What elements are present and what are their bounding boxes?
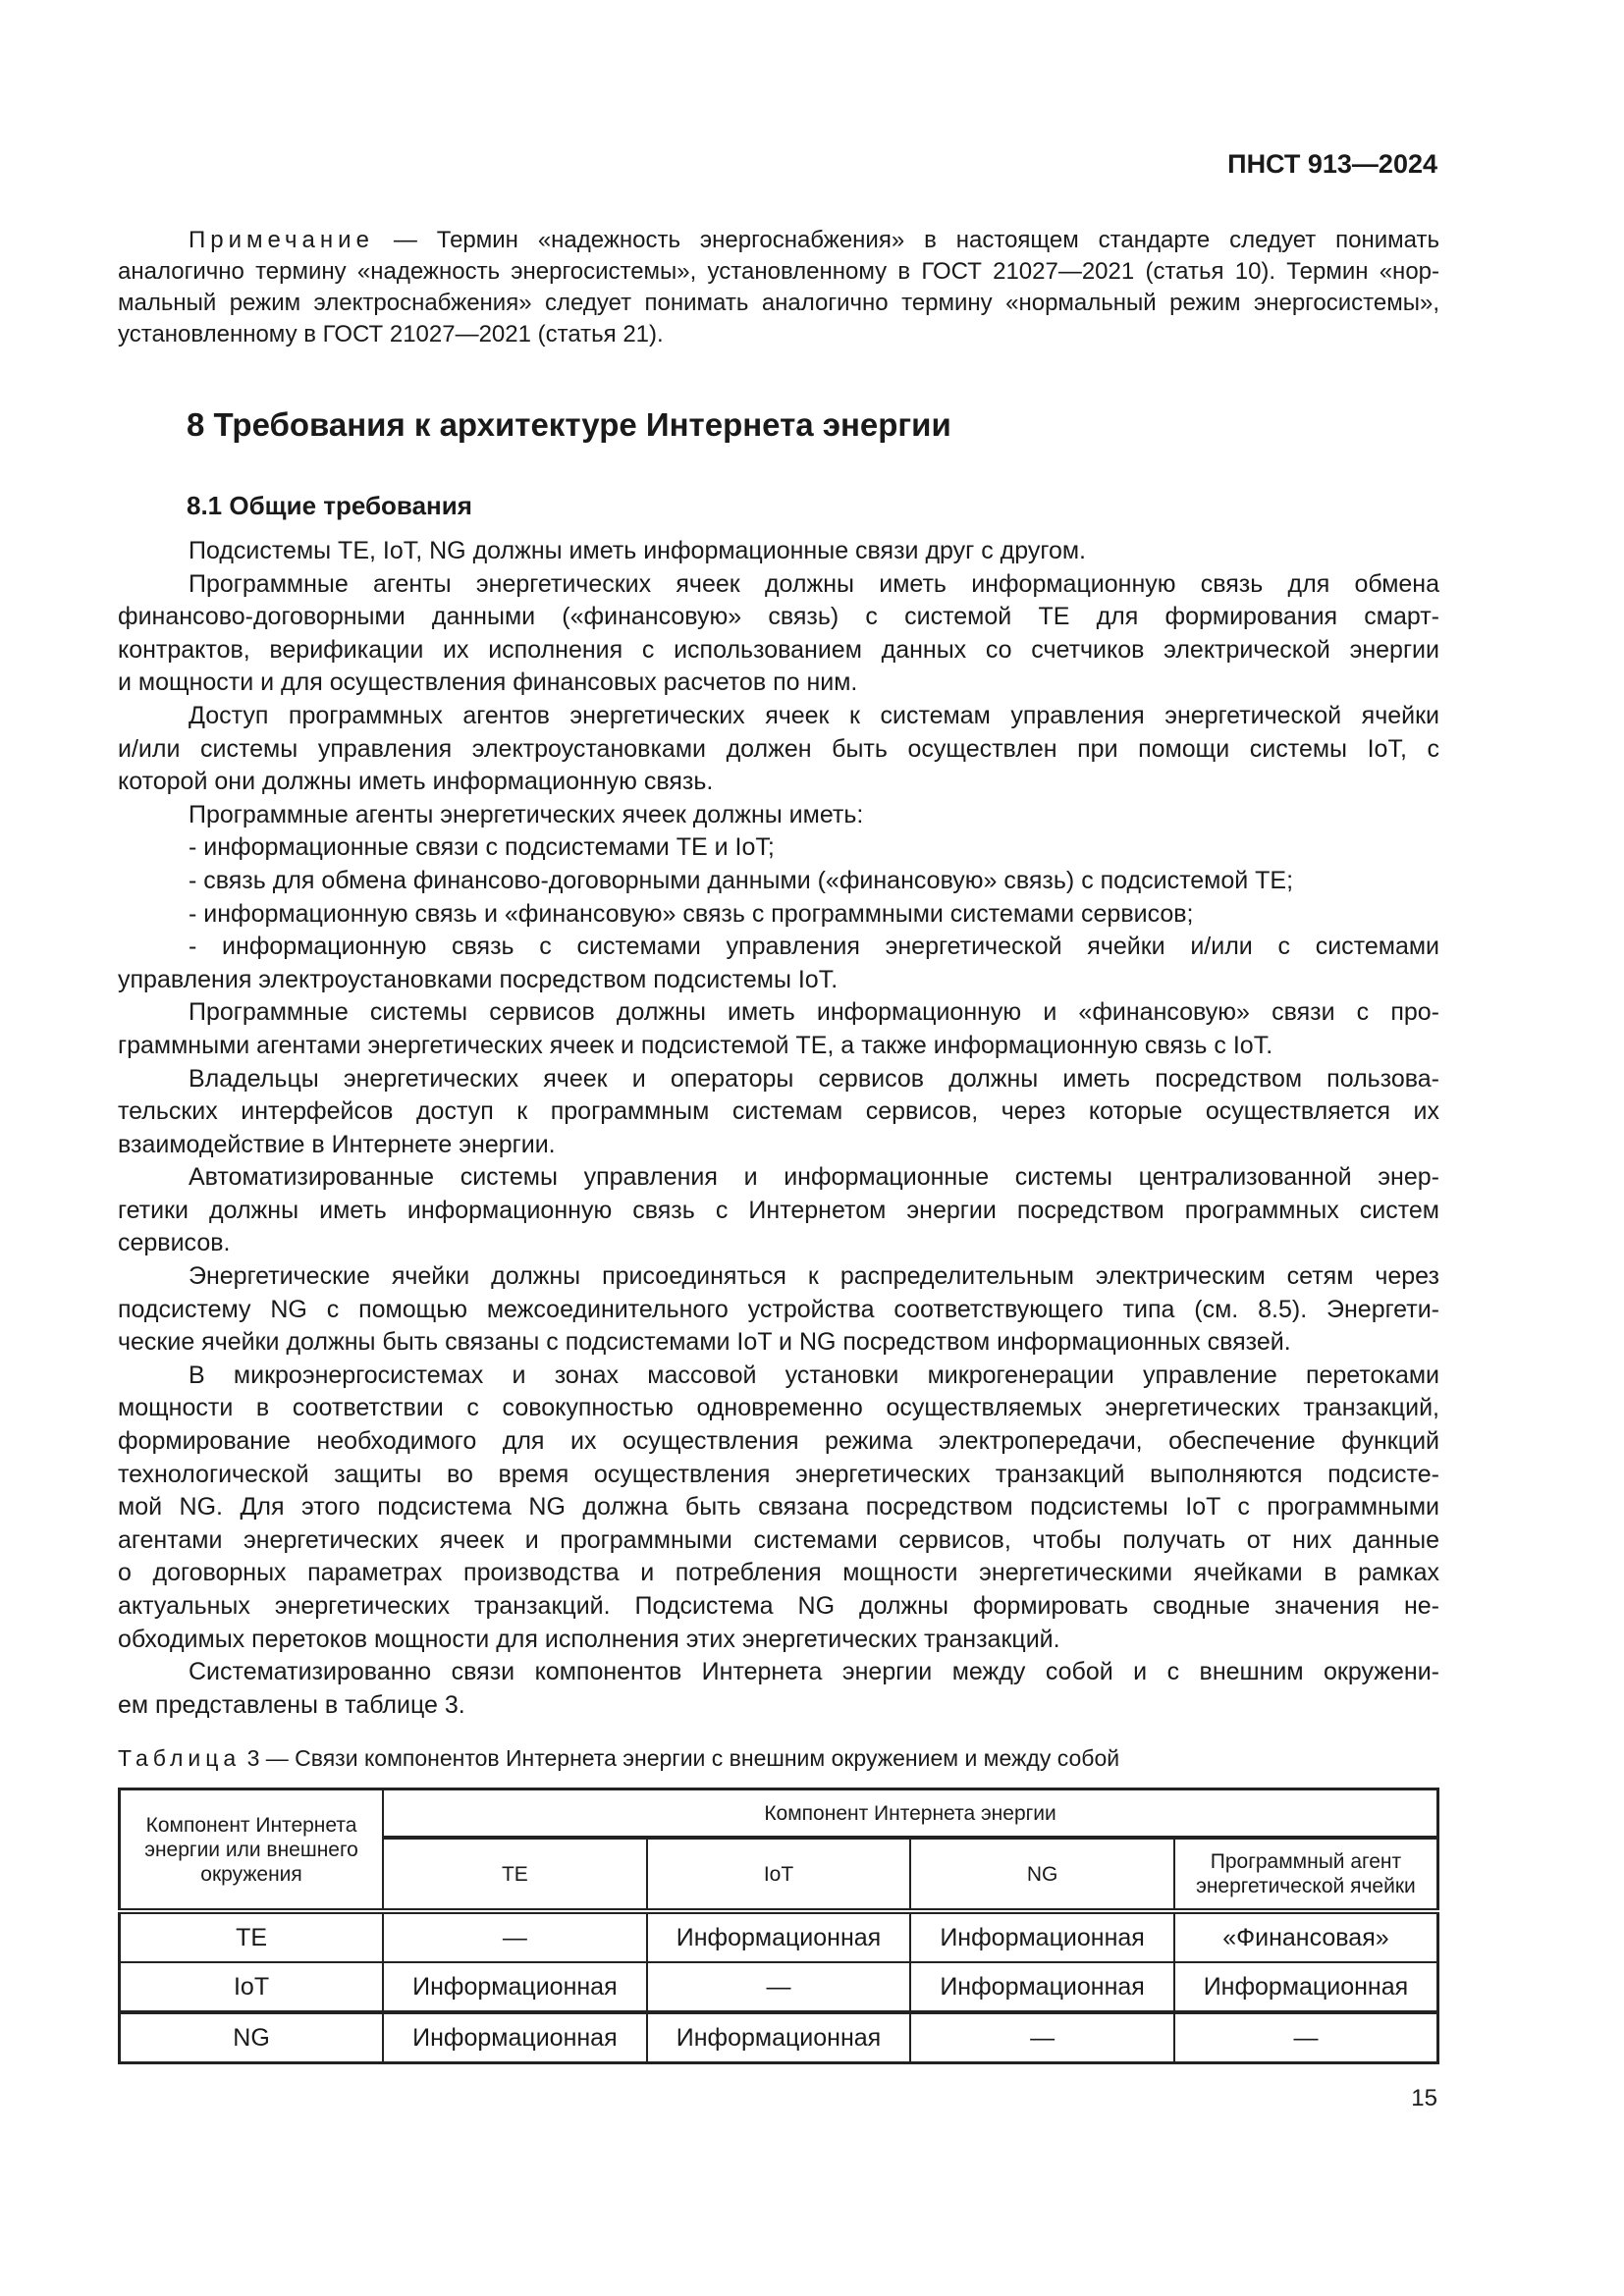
paragraph-line: формирование необходимого для их осуществления режима электропередачи, обеспечение функций — [118, 1427, 1439, 1456]
paragraph-line: Автоматизированные системы управления и информационные системы централизованной энер- — [189, 1163, 1439, 1192]
paragraph-line: управления электроустановками посредством подсистемы IoT. — [118, 965, 839, 993]
paragraph-line: Программные агенты энергетических ячеек должны иметь информационную связь для обмена — [189, 569, 1439, 598]
paragraph-line: которой они должны иметь информационную связь. — [118, 768, 714, 796]
group-header: Компонент Интернета энергии — [383, 1789, 1437, 1839]
paragraph-line: Программные системы сервисов должны иметь информационную и «финансовую» связи с про- — [189, 998, 1439, 1027]
paragraph-line: Владельцы энергетических ячеек и операторы сервисов должны иметь посредством пользова- — [189, 1064, 1439, 1093]
paragraph-line: взаимодействие в Интернете энергии. — [118, 1130, 556, 1158]
note — [118, 225, 1439, 350]
note-line: мальный режим электроснабжения» следует понимать аналогично термину «нормальный режим энергосистемы», — [118, 290, 1439, 316]
column-header: NG — [910, 1838, 1174, 1911]
paragraph-line: - информационную связь с системами управления энергетической ячейки и/или с системами — [189, 933, 1439, 961]
note-line: аналогично термину «надежность энергосистемы», установленному в ГОСТ 21027—2021 (статья 10). Термин «нор- — [118, 258, 1439, 285]
table-cell: — — [383, 1911, 647, 1962]
table-cell: — — [910, 2012, 1174, 2063]
paragraph-line: финансово-договорными данными («финансовую» связь) с системой ТЕ для формирования смарт- — [118, 603, 1439, 631]
row-label: NG — [120, 2012, 384, 2063]
column-header: Программный агент энергетической ячейки — [1174, 1838, 1438, 1911]
table-row — [120, 2012, 1438, 2063]
paragraph-line: контрактов, верификации их исполнения с использованием данных со счетчиков электрической энергии — [118, 635, 1439, 664]
table-row — [120, 1962, 1438, 2012]
body-text — [118, 535, 1439, 1722]
section-heading: 8 Требования к архитектуре Интернета энергии — [187, 406, 951, 443]
page-number: 15 — [1411, 2085, 1437, 2111]
paragraph-line: - информационные связи с подсистемами ТЕ и IoT; — [189, 833, 775, 862]
paragraph-line: и мощности и для осуществления финансовых расчетов по ним. — [118, 668, 858, 697]
paragraph-line: ческие ячейки должны быть связаны с подсистемами IoT и NG посредством информационных связей. — [118, 1328, 1291, 1357]
table-cell: — — [647, 1962, 911, 2012]
paragraph-line: агентами энергетических ячеек и программными системами сервисов, чтобы получать от них данные — [118, 1525, 1439, 1554]
paragraph-line: гетики должны иметь информационную связь с Интернетом энергии посредством программных систем — [118, 1196, 1439, 1224]
links-table — [118, 1788, 1439, 2064]
column-header: ТЕ — [383, 1838, 647, 1911]
note-label: Примечание — [189, 227, 374, 253]
paragraph-line: Энергетические ячейки должны присоединяться к распределительным электрическим сетям через — [189, 1262, 1439, 1291]
table-cell: Информационная — [647, 2012, 911, 2063]
table-cell: «Финансовая» — [1174, 1911, 1438, 1962]
table-cell: Информационная — [910, 1962, 1174, 2012]
table-cell: Информационная — [383, 1962, 647, 2012]
table-cell: Информационная — [383, 2012, 647, 2063]
paragraph-line: мощности в соответствии с совокупностью одновременно осуществляемых энергетических транзакций, — [118, 1394, 1439, 1422]
table-row — [120, 1911, 1438, 1962]
paragraph-line: Доступ программных агентов энергетических ячеек к системам управления энергетической ячейки — [189, 701, 1439, 729]
paragraph-line: и/или системы управления электроустановками должен быть осуществлен при помощи системы IoT, с — [118, 734, 1439, 763]
paragraph-line: сервисов. — [118, 1229, 231, 1257]
paragraph-line: Систематизированно связи компонентов Интернета энергии между собой и с внешним окружени- — [189, 1658, 1439, 1686]
row-label: IoT — [120, 1962, 384, 2012]
paragraph-line: технологической защиты во время осуществления энергетических транзакций выполняются подсисте- — [118, 1460, 1439, 1488]
paragraph-line: - связь для обмена финансово-договорными данными («финансовую» связь) с подсистемой ТЕ; — [189, 866, 1294, 894]
paragraph-line: граммными агентами энергетических ячеек и подсистемой ТЕ, а также информационную связь с IoT. — [118, 1031, 1273, 1059]
table-caption: Таблица 3 — Связи компонентов Интернета энергии с внешним окружением и между собой — [118, 1745, 1120, 1771]
paragraph-line: о договорных параметрах производства и потребления мощности энергетическими ячейками в рамках — [118, 1559, 1439, 1587]
paragraph-line: обходимых перетоков мощности для исполнения этих энергетических транзакций. — [118, 1625, 1060, 1653]
table-cell: Информационная — [647, 1911, 911, 1962]
paragraph-line: В микроэнергосистемах и зонах массовой установки микрогенерации управление перетоками — [189, 1361, 1439, 1389]
paragraph-line: Подсистемы ТЕ, IoT, NG должны иметь информационные связи друг с другом. — [189, 537, 1087, 564]
table-cell: Информационная — [910, 1911, 1174, 1962]
document-id: ПНСТ 913—2024 — [1227, 149, 1437, 179]
note-line: Примечание — Термин «надежность энергоснабжения» в настоящем стандарте следует понимать — [189, 227, 1439, 253]
paragraph-line: актуальных энергетических транзакций. Подсистема NG должны формировать сводные значения не- — [118, 1592, 1439, 1620]
note-line: установленному в ГОСТ 21027—2021 (статья 21). — [118, 321, 664, 347]
row-label: ТЕ — [120, 1911, 384, 1962]
paragraph-line: мой NG. Для этого подсистема NG должна быть связана посредством подсистемы IoT с программными — [118, 1493, 1439, 1522]
table-cell: Информационная — [1174, 1962, 1438, 2012]
subsection-heading: 8.1 Общие требования — [187, 491, 472, 520]
row-header: Компонент Интернета энергии или внешнего окружения — [120, 1789, 384, 1912]
paragraph-line: - информационную связь и «финансовую» связь с программными системами сервисов; — [189, 899, 1194, 928]
paragraph-line: ем представлены в таблице 3. — [118, 1690, 465, 1719]
paragraph-line: Программные агенты энергетических ячеек должны иметь: — [189, 800, 864, 828]
paragraph-line: подсистему NG с помощью межсоединительного устройства соответствующего типа (см. 8.5). Энергети- — [118, 1295, 1439, 1323]
column-header: IoT — [647, 1838, 911, 1911]
paragraph-line: тельских интерфейсов доступ к программным системам сервисов, через которые осуществляется их — [118, 1097, 1439, 1126]
table-cell: — — [1174, 2012, 1438, 2063]
